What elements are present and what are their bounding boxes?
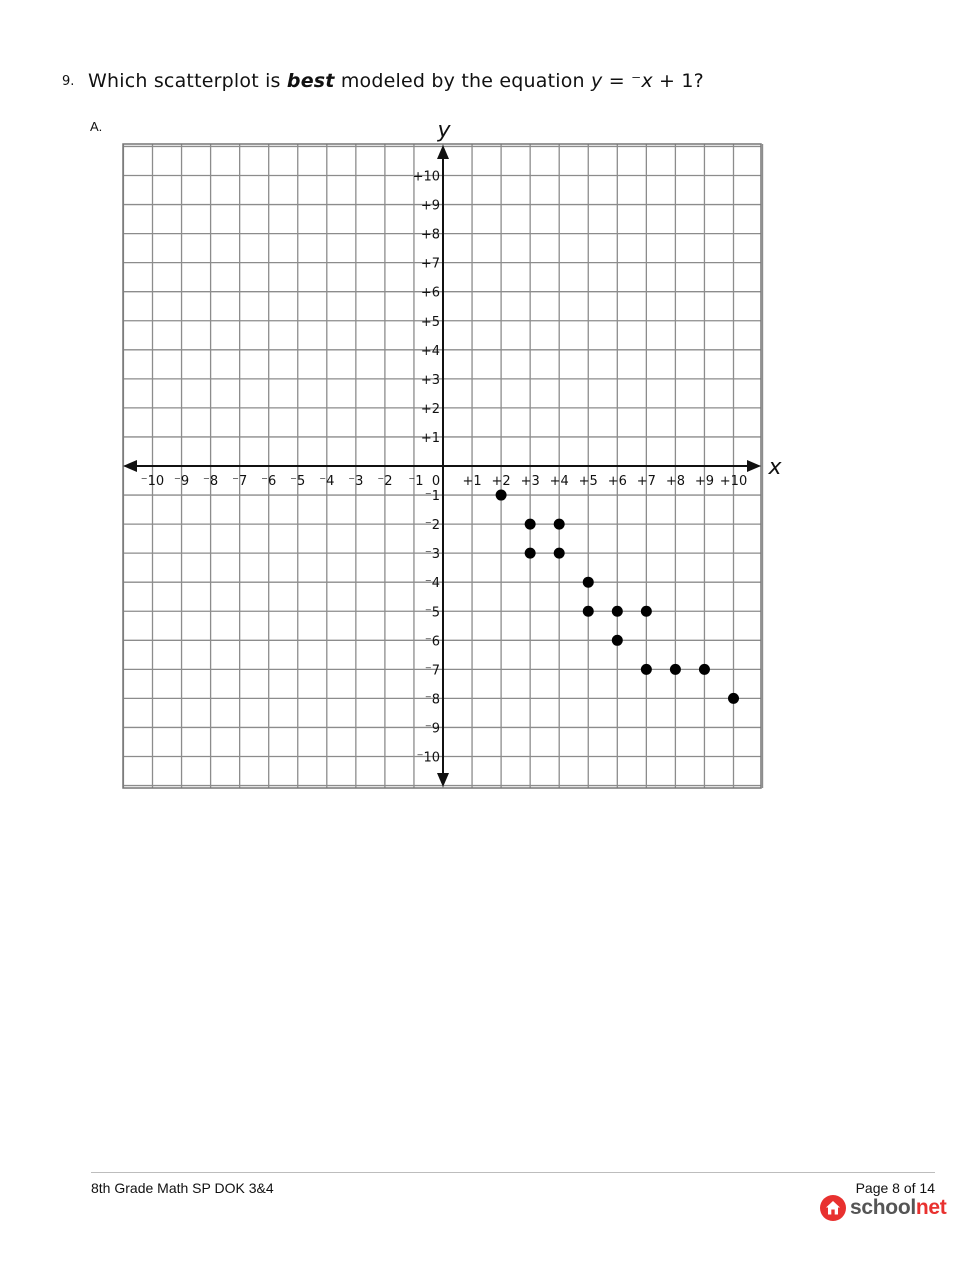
home-icon [820,1195,846,1221]
x-tick-label: +10 [719,474,748,489]
x-tick-label: ⁻9 [173,474,190,489]
y-tick-label: +2 [420,401,440,417]
data-point [554,548,565,559]
y-tick-label: ⁻7 [424,663,440,679]
equation-rest: + 1? [652,70,704,92]
y-tick-label: +5 [420,314,440,330]
y-tick-label: +4 [420,343,440,359]
x-tick-label: +9 [694,474,715,489]
equation-equals: = [602,70,632,92]
page-number: Page 8 of 14 [855,1180,935,1196]
x-axis-arrow-left [123,460,137,472]
x-tick-label: ⁻6 [261,474,277,489]
y-tick-label: +10 [412,169,440,185]
x-tick-label: ⁻8 [203,474,219,489]
logo-text-school: school [850,1196,916,1219]
x-tick-label: +7 [636,474,656,489]
x-tick-label: +5 [578,474,598,489]
equation-x: x [641,70,653,92]
schoolnet-logo [820,1194,947,1222]
question-text-before: Which scatterplot is [88,70,287,92]
y-tick-label: +9 [420,198,440,214]
y-tick-label: ⁻9 [424,721,440,737]
equation-negative: ⁻ [631,70,642,92]
question-number: 9. [62,74,75,89]
x-tick-label: +6 [607,474,627,489]
equation-y: y [591,70,603,92]
x-tick-label: +8 [665,474,685,489]
y-tick-label: ⁻6 [424,634,440,650]
data-point [699,664,710,675]
y-tick-label: +1 [420,430,440,446]
question-emphasis: best [286,70,335,92]
y-tick-label: ⁻8 [424,692,440,708]
x-tick-label: ⁻10 [140,474,165,489]
x-axis-arrow-right [747,460,761,472]
x-tick-label: ⁻7 [232,474,248,489]
logo-text-net: net [915,1196,947,1219]
x-tick-label: ⁻4 [319,474,335,489]
data-point [525,519,536,530]
x-tick-label: ⁻3 [348,474,364,489]
y-tick-label: ⁻10 [416,750,440,766]
data-point [641,664,652,675]
footer-divider [91,1172,935,1173]
data-point [525,548,536,559]
x-tick-label: +3 [520,474,540,489]
data-point [641,606,652,617]
y-tick-label: ⁻5 [424,605,440,621]
option-label: A. [90,119,103,134]
data-point [496,490,507,501]
data-point [583,577,594,588]
y-tick-label: ⁻4 [424,576,440,592]
y-tick-label: +6 [420,285,440,301]
y-tick-label: ⁻1 [424,489,440,505]
data-point [583,606,594,617]
x-tick-label: +4 [549,474,569,489]
y-axis-arrow-up [437,145,449,159]
x-tick-label: +2 [491,474,511,489]
x-tick-label: +1 [462,474,482,489]
data-point [728,693,739,704]
x-tick-label: 0 [431,474,441,489]
y-tick-label: +8 [420,227,440,243]
data-point [612,606,623,617]
y-tick-label: ⁻3 [424,547,440,563]
x-tick-label: ⁻1 [408,474,424,489]
data-point [554,519,565,530]
y-tick-label: ⁻2 [424,518,440,534]
logo-text [850,1196,947,1220]
x-tick-label: ⁻2 [377,474,393,489]
data-point [612,635,623,646]
x-axis-label: x [768,455,782,480]
y-tick-label: +7 [420,256,440,272]
x-tick-label: ⁻5 [290,474,306,489]
y-axis-label: y [437,118,451,143]
y-tick-label: +3 [420,372,440,388]
footer-title: 8th Grade Math SP DOK 3&4 [91,1180,274,1196]
question-text-mid: modeled by the equation [334,70,592,92]
data-point [670,664,681,675]
